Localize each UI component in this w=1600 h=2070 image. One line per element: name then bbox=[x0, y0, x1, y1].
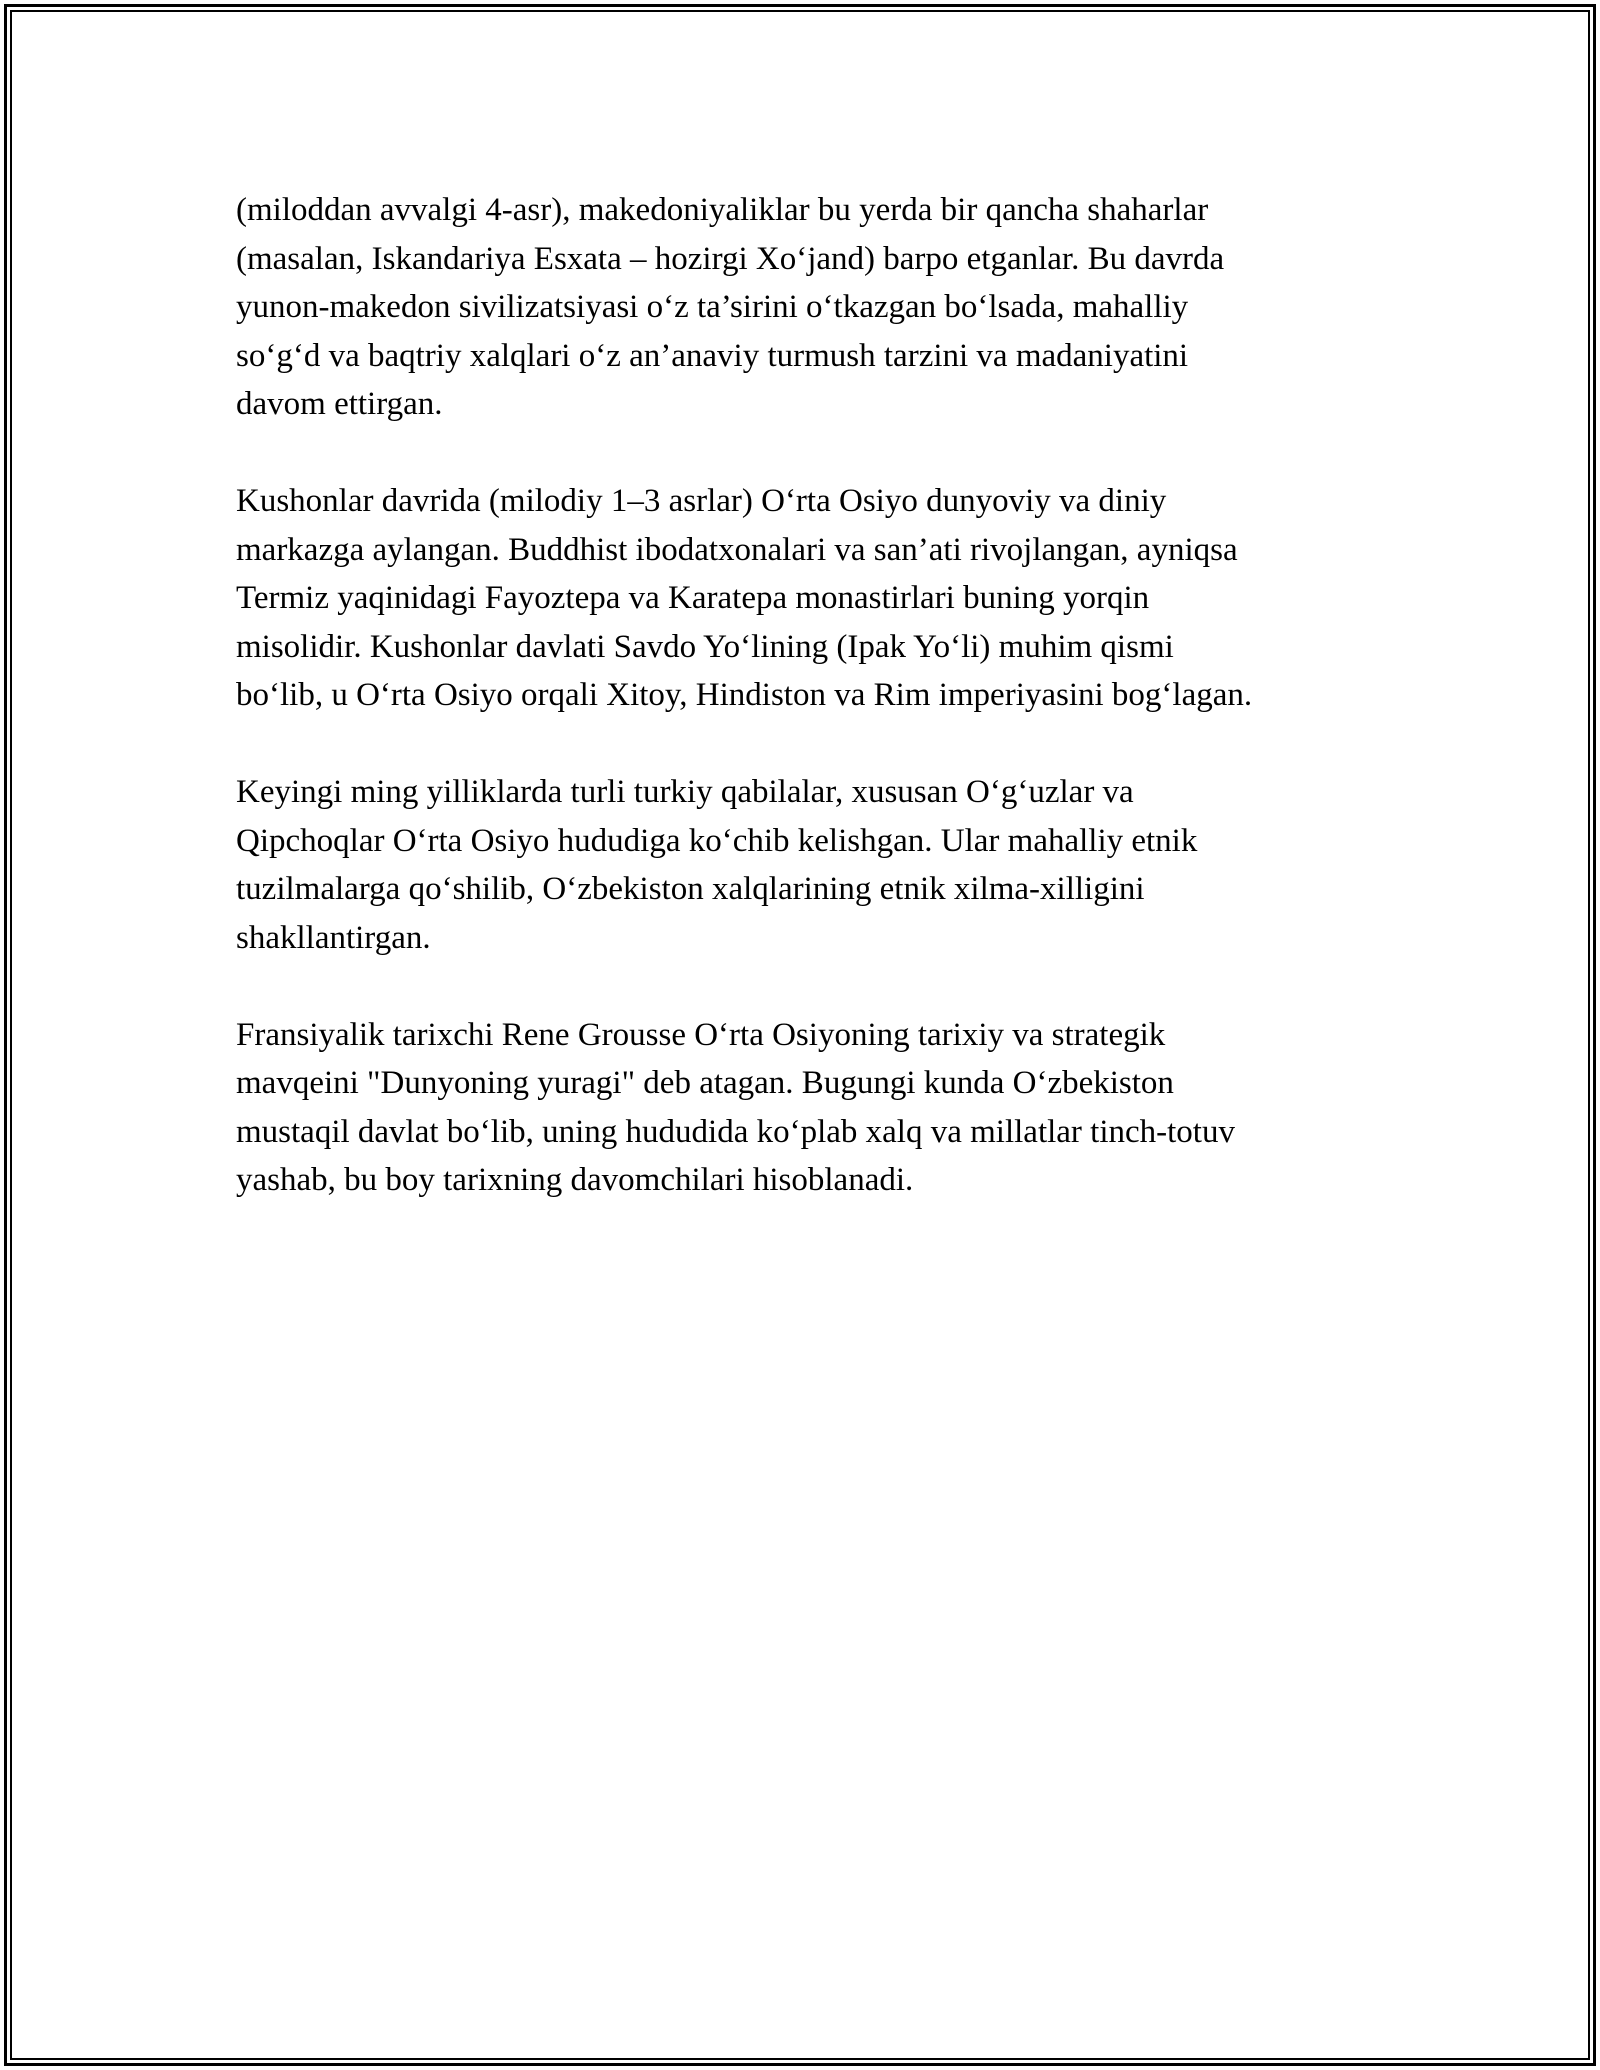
text-line: Termiz yaqinidagi Fayoztepa va Karatepa monastirlari buning yorqin bbox=[236, 580, 1150, 616]
text-line: Fransiyalik tarixchi Rene Grousse O‘rta Osiyoning tarixiy va strategik bbox=[236, 1016, 1166, 1053]
text-line: bo‘lib, u O‘rta Osiyo orqali Xitoy, Hindiston va Rim imperiyasini bog‘lagan. bbox=[236, 677, 1253, 713]
paragraph bbox=[236, 477, 1416, 720]
text-line: Keyingi ming yilliklarda turli turkiy qabilalar, xususan O‘g‘uzlar va bbox=[236, 774, 1134, 810]
text-line: (masalan, Iskandariya Esxata – hozirgi Xo‘jand) barpo etganlar. Bu davrda bbox=[236, 240, 1225, 277]
paragraph bbox=[236, 1011, 1416, 1205]
paragraph bbox=[236, 186, 1416, 429]
text-line: markazga aylangan. Buddhist ibodatxonalari va san’ati rivojlangan, ayniqsa bbox=[236, 531, 1238, 568]
document-body bbox=[236, 186, 1416, 1253]
text-line: Kushonlar davrida (milodiy 1–3 asrlar) O‘rta Osiyo dunyoviy va diniy bbox=[236, 483, 1167, 519]
text-line: mavqeini "Dunyoning yuragi" deb atagan. Bugungi kunda O‘zbekiston bbox=[236, 1065, 1174, 1101]
text-line: tuzilmalarga qo‘shilib, O‘zbekiston xalqlarining etnik xilma-xilligini bbox=[236, 871, 1145, 907]
text-line: misolidir. Kushonlar davlati Savdo Yo‘lining (Ipak Yo‘li) muhim qismi bbox=[236, 628, 1174, 665]
text-line: (miloddan avvalgi 4-asr), makedoniyaliklar bu yerda bir qancha shaharlar bbox=[236, 192, 1209, 228]
text-line: mustaqil davlat bo‘lib, uning hududida ko‘plab xalq va millatlar tinch-totuv bbox=[236, 1113, 1235, 1150]
text-line: so‘g‘d va baqtriy xalqlari o‘z an’anaviy turmush tarzini va madaniyatini bbox=[236, 337, 1189, 374]
text-line: yunon-makedon sivilizatsiyasi o‘z ta’sirini o‘tkazgan bo‘lsada, mahalliy bbox=[236, 289, 1189, 325]
text-line: Qipchoqlar O‘rta Osiyo hududiga ko‘chib kelishgan. Ular mahalliy etnik bbox=[236, 822, 1198, 859]
text-line: davom ettirgan. bbox=[236, 386, 443, 422]
paragraph bbox=[236, 768, 1416, 962]
text-line: yashab, bu boy tarixning davomchilari hisoblanadi. bbox=[236, 1162, 914, 1198]
text-line: shakllantirgan. bbox=[236, 919, 431, 956]
